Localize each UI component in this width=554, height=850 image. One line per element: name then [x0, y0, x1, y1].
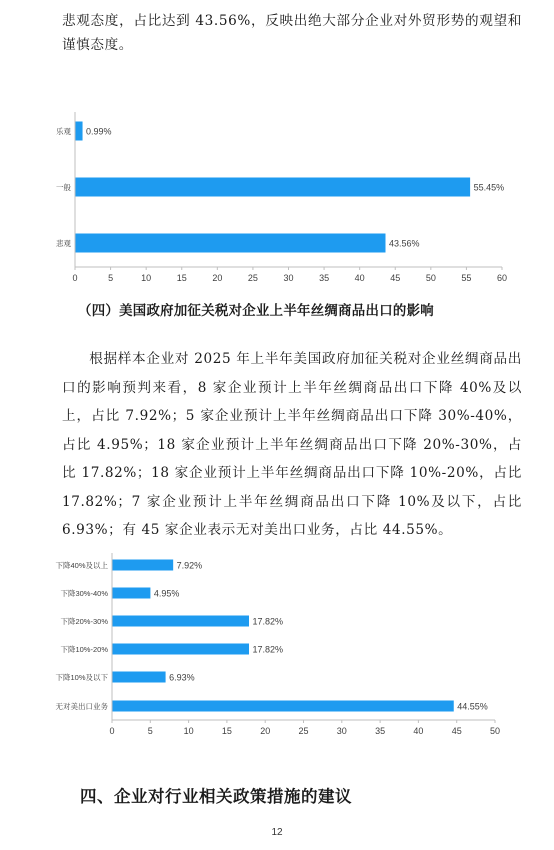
x-tick-label: 50 — [425, 273, 436, 283]
section-heading: 四、企业对行业相关政策措施的建议 — [80, 787, 352, 806]
x-tick-label: 50 — [489, 726, 501, 736]
x-tick-label: 25 — [298, 726, 309, 736]
data-label: 6.93% — [169, 672, 195, 683]
data-label: 17.82% — [252, 644, 284, 655]
data-label: 44.55% — [457, 701, 488, 712]
category-label: 下降10%及以下 — [55, 673, 108, 682]
subsection-heading: （四）美国政府加征关税对企业上半年丝绸商品出口的影响 — [78, 303, 434, 319]
data-label: 17.82% — [252, 616, 284, 627]
x-tick-label: 40 — [354, 273, 365, 283]
bar — [113, 616, 250, 627]
x-tick-label: 20 — [212, 273, 223, 283]
paragraph-outlook: 悲观态度，占比达到 43.56%，反映出绝大部分企业对外贸形势的观望和谨慎态度。 — [62, 13, 522, 53]
data-label: 55.45% — [473, 182, 505, 193]
x-tick-label: 45 — [390, 273, 401, 283]
bar — [113, 644, 250, 655]
category-label: 下降30%-40% — [60, 589, 108, 598]
category-label: 下降20%-30% — [60, 617, 108, 626]
x-tick-label: 20 — [260, 726, 271, 736]
page-number: 12 — [271, 827, 283, 838]
data-label: 7.92% — [176, 560, 203, 571]
x-tick-label: 35 — [319, 273, 330, 283]
x-tick-label: 10 — [183, 726, 194, 736]
category-label: 无对美出口业务 — [55, 702, 108, 711]
x-tick-label: 25 — [247, 273, 258, 283]
bar — [113, 560, 174, 571]
x-tick-label: 0 — [72, 273, 78, 283]
data-label: 43.56% — [389, 238, 420, 249]
x-tick-label: 60 — [496, 273, 508, 283]
x-tick-label: 40 — [413, 726, 424, 736]
category-label: 乐观 — [56, 127, 71, 136]
x-tick-label: 0 — [109, 726, 115, 736]
x-tick-label: 5 — [147, 726, 153, 736]
data-label: 0.99% — [86, 126, 112, 137]
bar — [113, 701, 454, 712]
x-tick-label: 5 — [108, 273, 114, 283]
category-label: 下降10%-20% — [60, 645, 108, 654]
x-tick-label: 10 — [141, 273, 152, 283]
bar — [113, 672, 166, 683]
x-tick-label: 35 — [375, 726, 386, 736]
paragraph-tariff-impact: 根据样本企业对 2025 年上半年美国政府加征关税对企业丝绸商品出口的影响预判来看，8 家企业预计上半年丝绸商品出口下降 40%及以上，占比 7.92%；5 家企业预计上半年丝绸商品出口下降 30%-40%，占比 4.95%；18 家企业预计上半年丝绸商品出口下降 20%-30%，占比 17.82%；18 家企业预计上半年丝绸商品出口下降 10%-20%，占比 17.82%；7 家企业预计上半年丝绸商品出口下降 10%及以下，占比 6.93%；有 45 家企业表示无对美出口业务，占比 44.55%。 — [62, 351, 522, 538]
x-tick-label: 15 — [221, 726, 232, 736]
category-label: 一般 — [56, 183, 71, 192]
x-tick-label: 55 — [461, 273, 472, 283]
x-tick-label: 45 — [451, 726, 462, 736]
bar — [113, 588, 151, 599]
category-label: 悲观 — [56, 239, 71, 248]
data-label: 4.95% — [153, 588, 180, 599]
x-tick-label: 30 — [283, 273, 294, 283]
x-tick-label: 15 — [176, 273, 187, 283]
category-label: 下降40%及以上 — [55, 561, 108, 570]
x-tick-label: 30 — [336, 726, 347, 736]
